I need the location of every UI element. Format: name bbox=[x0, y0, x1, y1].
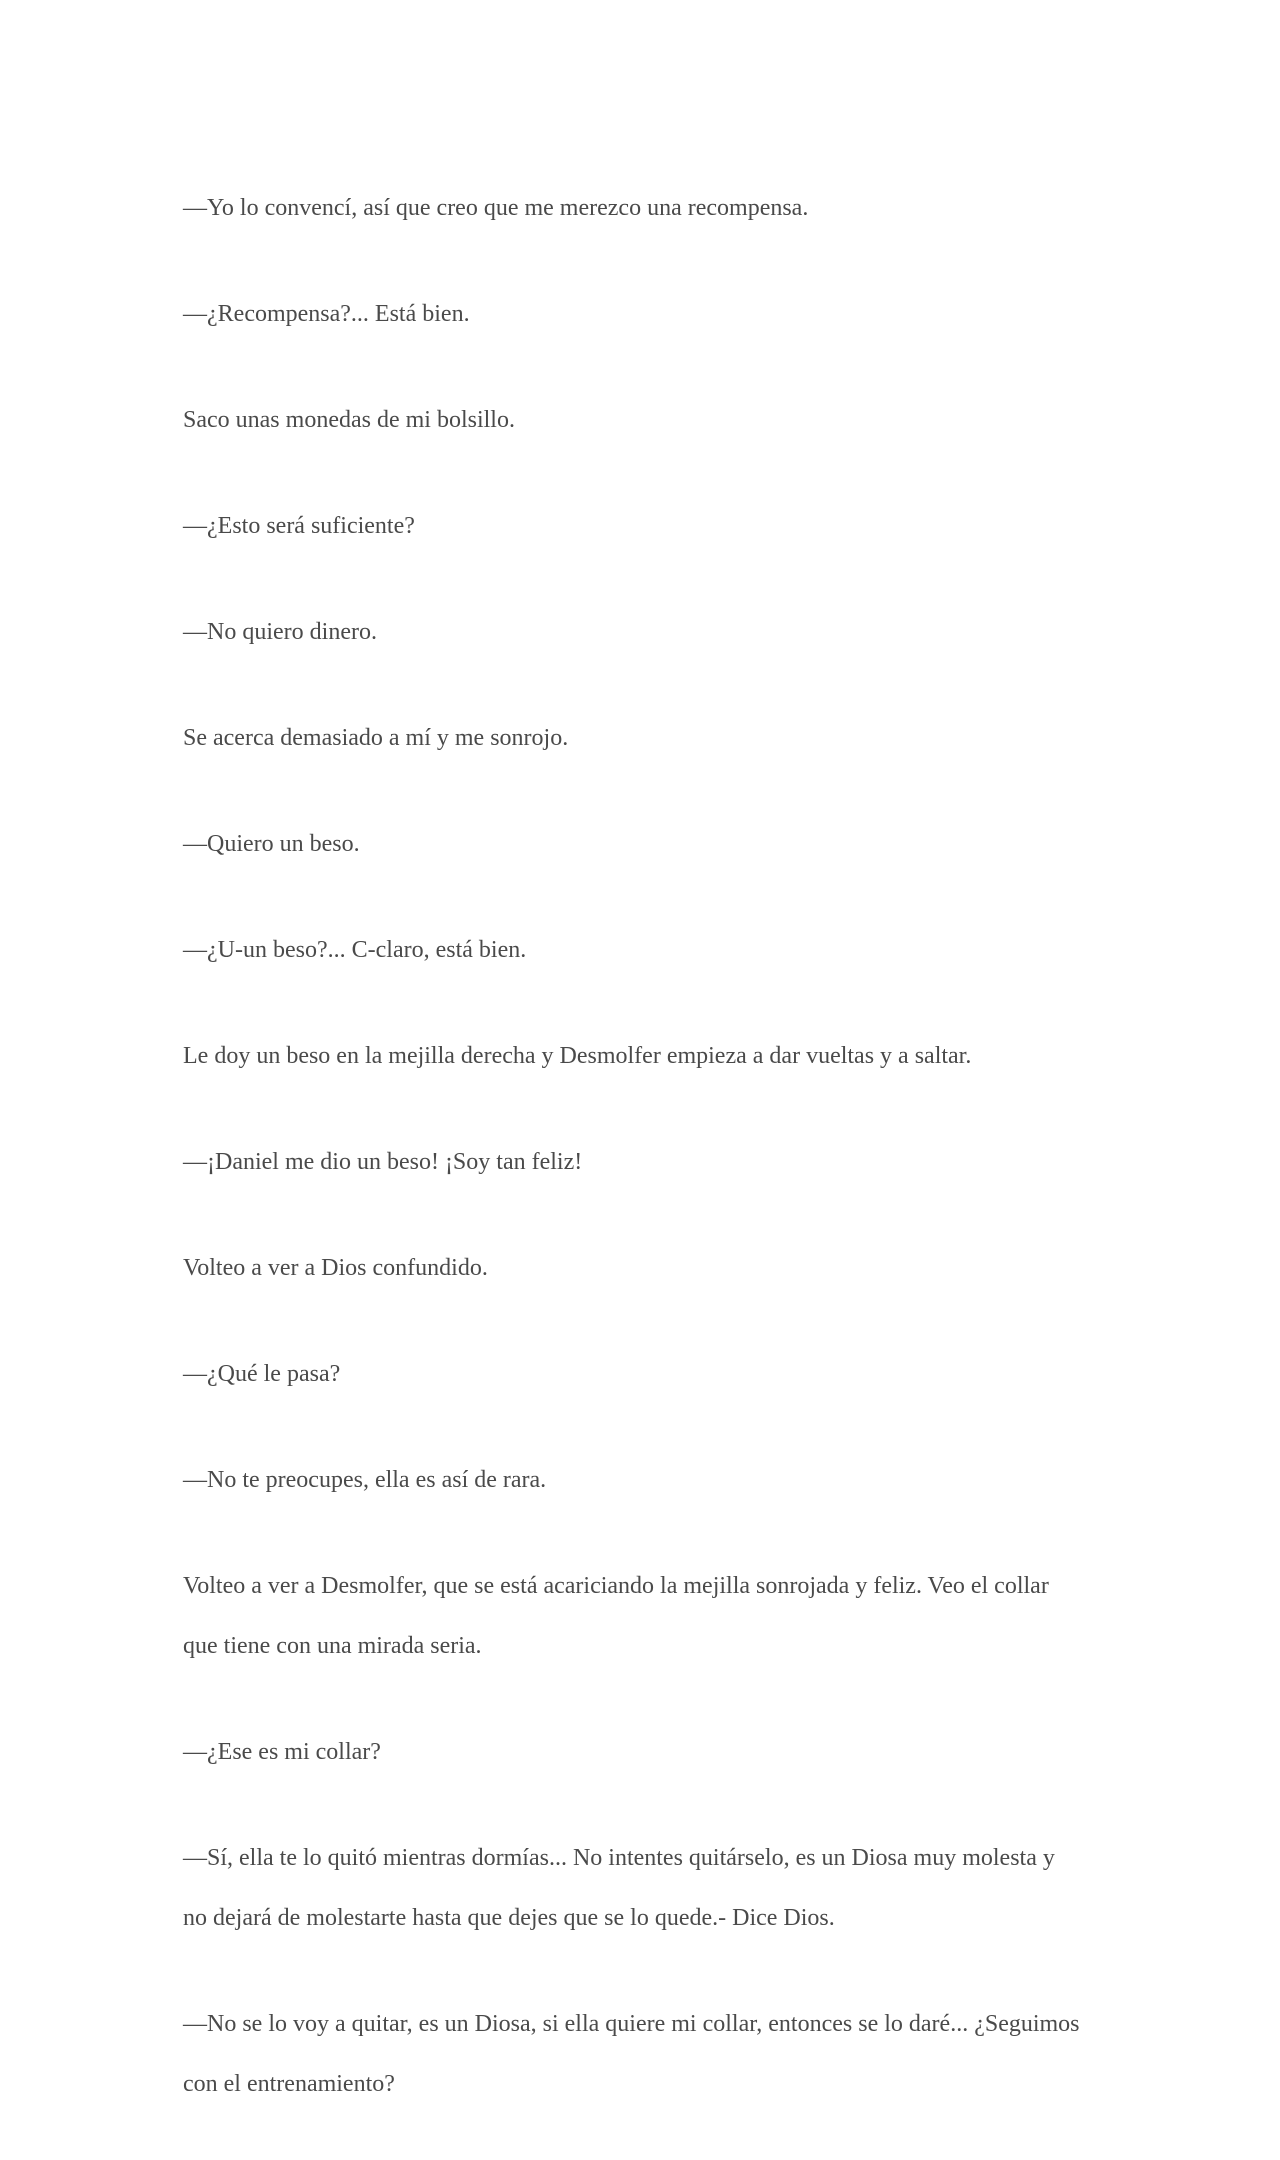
paragraph: —Quiero un beso. bbox=[183, 831, 360, 857]
paragraph: Volteo a ver a Dios confundido. bbox=[183, 1255, 488, 1281]
paragraph: Saco unas monedas de mi bolsillo. bbox=[183, 407, 515, 433]
paragraph: —¿Ese es mi collar? bbox=[183, 1739, 381, 1765]
paragraph: —¡Daniel me dio un beso! ¡Soy tan feliz! bbox=[183, 1149, 583, 1175]
document-page bbox=[183, 178, 1083, 2160]
paragraph: —¿Esto será suficiente? bbox=[183, 513, 415, 539]
paragraph: Volteo a ver a Desmolfer, que se está acariciando la mejilla sonrojada y feliz. Veo el collar que tiene con una mirada seria. bbox=[183, 1573, 1049, 1659]
paragraph: —¿Qué le pasa? bbox=[183, 1361, 341, 1387]
paragraph: Se acerca demasiado a mí y me sonrojo. bbox=[183, 725, 569, 751]
paragraph: Le doy un beso en la mejilla derecha y Desmolfer empieza a dar vueltas y a saltar. bbox=[183, 1043, 972, 1069]
paragraph: —Sí, ella te lo quitó mientras dormías... No intentes quitárselo, es un Diosa muy molesta y no dejará de molestarte hasta que dejes que se lo quede.- Dice Dios. bbox=[183, 1845, 1055, 1931]
paragraph: —No se lo voy a quitar, es un Diosa, si ella quiere mi collar, entonces se lo daré... ¿Seguimos con el entrenamiento? bbox=[183, 2011, 1080, 2097]
paragraph: —Yo lo convencí, así que creo que me merezco una recompensa. bbox=[183, 195, 809, 221]
paragraph: —No te preocupes, ella es así de rara. bbox=[183, 1467, 547, 1493]
paragraph: —¿U-un beso?... C-claro, está bien. bbox=[183, 937, 527, 963]
paragraph: —¿Recompensa?... Está bien. bbox=[183, 301, 470, 327]
paragraph: —No quiero dinero. bbox=[183, 619, 377, 645]
